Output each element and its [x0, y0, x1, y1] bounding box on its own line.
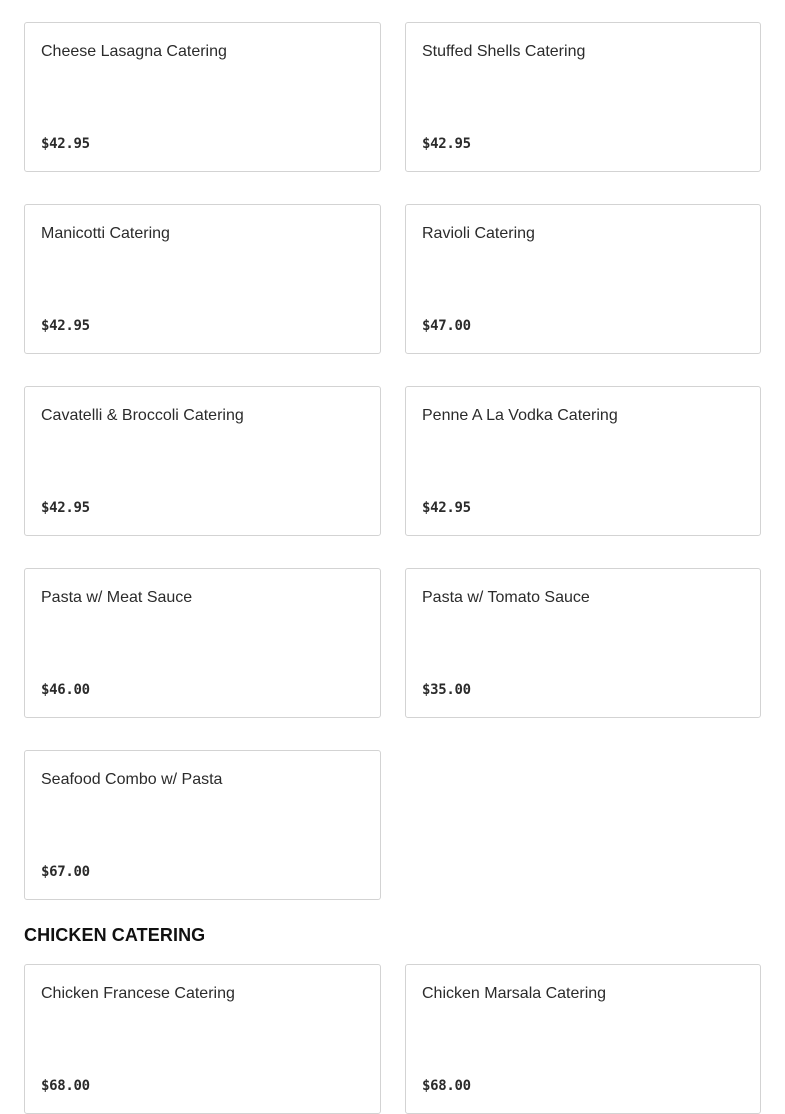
menu-item-name: Seafood Combo w/ Pasta: [41, 771, 223, 788]
menu-item-card[interactable]: [405, 386, 761, 536]
menu-item-price: $42.95: [41, 136, 90, 152]
menu-item-price: $42.95: [41, 318, 90, 334]
menu-item-name: Chicken Francese Catering: [41, 985, 235, 1002]
menu-item-card[interactable]: [405, 568, 761, 718]
menu-item-name: Pasta w/ Meat Sauce: [41, 589, 193, 606]
pasta-menu-grid: [24, 22, 761, 900]
menu-item-card[interactable]: [24, 568, 381, 718]
menu-item-name: Penne A La Vodka Catering: [422, 407, 618, 424]
menu-item-card[interactable]: [24, 750, 381, 900]
menu-item-price: $42.95: [41, 500, 90, 516]
menu-item-name: Stuffed Shells Catering: [422, 43, 586, 60]
chicken-menu-grid: [24, 964, 761, 1114]
menu-item-price: $46.00: [41, 682, 90, 698]
menu-item-name: Manicotti Catering: [41, 225, 170, 242]
menu-item-price: $68.00: [41, 1078, 90, 1094]
menu-item-price: $68.00: [422, 1078, 471, 1094]
menu-item-name: Cheese Lasagna Catering: [41, 43, 227, 60]
menu-item-card[interactable]: [24, 204, 381, 354]
menu-item-card[interactable]: [405, 204, 761, 354]
menu-item-card[interactable]: [24, 22, 381, 172]
menu-item-price: $47.00: [422, 318, 471, 334]
menu-item-card[interactable]: [24, 964, 381, 1114]
menu-item-price: $35.00: [422, 682, 471, 698]
menu-item-name: Chicken Marsala Catering: [422, 985, 607, 1002]
menu-item-price: $42.95: [422, 136, 471, 152]
section-heading-chicken: CHICKEN CATERING: [24, 925, 206, 945]
menu-item-name: Ravioli Catering: [422, 225, 535, 242]
menu-item-card[interactable]: [24, 386, 381, 536]
menu-item-price: $42.95: [422, 500, 471, 516]
menu-item-card[interactable]: [405, 964, 761, 1114]
menu-item-name: Pasta w/ Tomato Sauce: [422, 589, 590, 606]
menu-item-price: $67.00: [41, 864, 90, 880]
menu-item-card[interactable]: [405, 22, 761, 172]
menu-item-name: Cavatelli & Broccoli Catering: [41, 407, 244, 424]
